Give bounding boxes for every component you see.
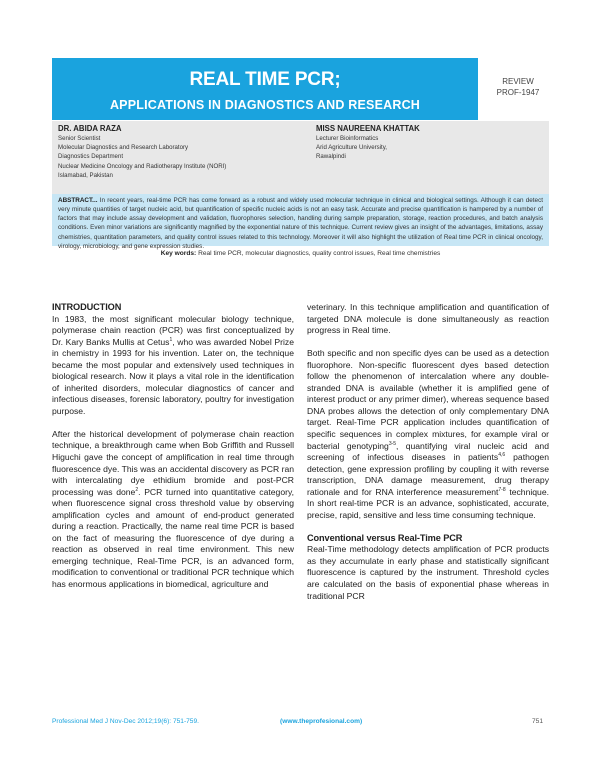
paragraph-text: In 1983, the most significant molecular biology technique, polymerase chain reaction (PCR) was first conceptualized by Dr. Kary Banks Mullis at Cetus: [52, 313, 294, 347]
review-label: REVIEW: [502, 77, 534, 86]
paragraph: Real-Time methodology detects amplification of PCR products as they accumulate in early phase and statistically significant fluorescence is captured by the instrument. Threshold cycles are calculated on the basis of exponential phase whereas in traditional PCR: [307, 544, 549, 601]
author-block-1: [58, 124, 226, 180]
keywords: [52, 250, 549, 257]
citation: 7-8: [498, 486, 506, 493]
paragraph-text: , quantifying viral nucleic acid and screening of infectious diseases in patients: [307, 440, 549, 463]
article-subtitle: APPLICATIONS IN DIAGNOSTICS AND RESEARCH: [109, 98, 421, 112]
author-name: MISS NAUREENA KHATTAK: [316, 124, 420, 133]
abstract-text: In recent years, real-time PCR has come forward as a robust and widely used molecular technique in clinical and biological settings. Although it can detect very minute quantities of target nucleic acid, but quantification of specific nucleic acids is not an easy task. Accurate and precise quantification is hampered by a number of factors that may include assay development and validation, fluorophores selection, handling during sample preparation, storage, reaction procedures, and batch analysis conditions. Even minor variations are significantly magnified by the exponential nature of this technique. Current review gives an insight of the advantages, limitations, assay chemistries, quantitation parameters, and quality control issues related to this technology. Moreover it will also highlight the utilization of Real time PCR in clinical oncology, virology, microbiology, and gene expression studies.: [58, 197, 544, 250]
footer-journal: Professional Med J Nov-Dec 2012;19(6): 751-759.: [52, 718, 199, 725]
right-column: [307, 302, 549, 614]
author-affiliation-line: Lecturer Bioinformatics: [316, 135, 379, 142]
citation: 3-5: [388, 440, 397, 447]
page-number: 751: [532, 718, 544, 725]
author-affiliation-line: Molecular Diagnostics and Research Laboratory: [58, 144, 189, 152]
paragraph-text: pathogen detection, gene expression profiling by coupling it with reverse transcription, DNA damage measurement, drug therapy rationale and for RNA interference measurement: [307, 452, 549, 497]
review-code: PROF-1947: [496, 88, 540, 97]
author-affiliation-line: Senior Scientist: [58, 135, 101, 142]
author-name: DR. ABIDA RAZA: [58, 124, 122, 133]
paragraph-text: . PCR turned into quantitative category, when fluorescence signal cross threshold value by observing amplification cycles and amount of end-product generated during a reaction. Practically, the name real time PCR is based on the fact of measuring the fluorescence of dye during a reaction as observed in real time environment. This new emerging technique, Real-Time PCR, is an advanced form, modification to conventional or traditional PCR technique which has enormous applications in biomedical, agriculture and: [52, 486, 295, 590]
paragraph-text: Both specific and non specific dyes can be used as a detection fluorophore. Non-specific fluorescent dyes based detection follow the phenomenon of intercalation where any double-stranded DNA is available (whether it is amplified gene of interest product or any primer dimer), whereas sequence based DNA probes allows the detection of only complementary DNA target. Real-Time PCR application includes quantification of specific sequences in complex mixtures, for example viral or bacterial genotyping: [307, 348, 549, 451]
citation: 4,6: [498, 452, 506, 459]
article-title: REAL TIME PCR;: [189, 69, 341, 90]
abstract-label: ABSTRACT...: [58, 197, 98, 204]
citation: 1: [169, 336, 173, 343]
paragraph-text: , who was awarded Nobel Prize in chemistry in 1993 for his invention. Later on, the technique became the most popular and extensively used techniques in biological research. Now it plays a vital role in the identification of inherited disorders, molecular diagnostics of cancer and infectious diseases, forensic laboratory, poultry for investigation purpose.: [52, 336, 294, 416]
paragraph: veterinary. In this technique amplification and quantification of targeted DNA molecule is done simultaneously as reaction progress in Real time.: [307, 302, 549, 336]
author-affiliation-line: Arid Agriculture University,: [316, 144, 388, 152]
paragraph-text: After the historical development of polymerase chain reaction technique, a breakthrough came when Bob Griffith and Russell Higuchi gave the concept of amplification in real time through fluorescence dye. This was an accidental discovery as PCR ran with intercalating dye ethidium bromide and post-PCR processing was done: [52, 428, 295, 497]
author-block-2: [316, 124, 420, 162]
keywords-label: Key words:: [160, 250, 197, 257]
paragraph-text: technique. In short real-time PCR is an advance, sophisticated, accurate, precise, rapid, sensitive and less time consuming technique.: [307, 486, 549, 520]
paragraph: [52, 429, 294, 591]
author-affiliation-line: Rawalpindi: [316, 153, 346, 161]
paragraph: [52, 314, 294, 418]
review-tag: [486, 76, 550, 98]
author-affiliation-line: Nuclear Medicine Oncology and Radiotherapy Institute (NORI): [58, 162, 227, 170]
paragraph: [307, 348, 549, 521]
section-heading-introduction: INTRODUCTION: [52, 302, 122, 312]
author-affiliation-line: Diagnostics Department: [58, 153, 124, 161]
keywords-text: Real time PCR, molecular diagnostics, quality control issues, Real time chemistries: [198, 250, 441, 257]
author-affiliation-line: Islamabad, Pakistan: [58, 171, 113, 179]
title-banner: [52, 58, 478, 120]
left-column: [52, 302, 294, 602]
citation: 2: [135, 486, 139, 493]
abstract-box: [52, 194, 549, 250]
section-heading-conventional: Conventional versus Real-Time PCR: [307, 532, 463, 543]
footer-url[interactable]: (www.theprofesional.com): [280, 718, 363, 725]
